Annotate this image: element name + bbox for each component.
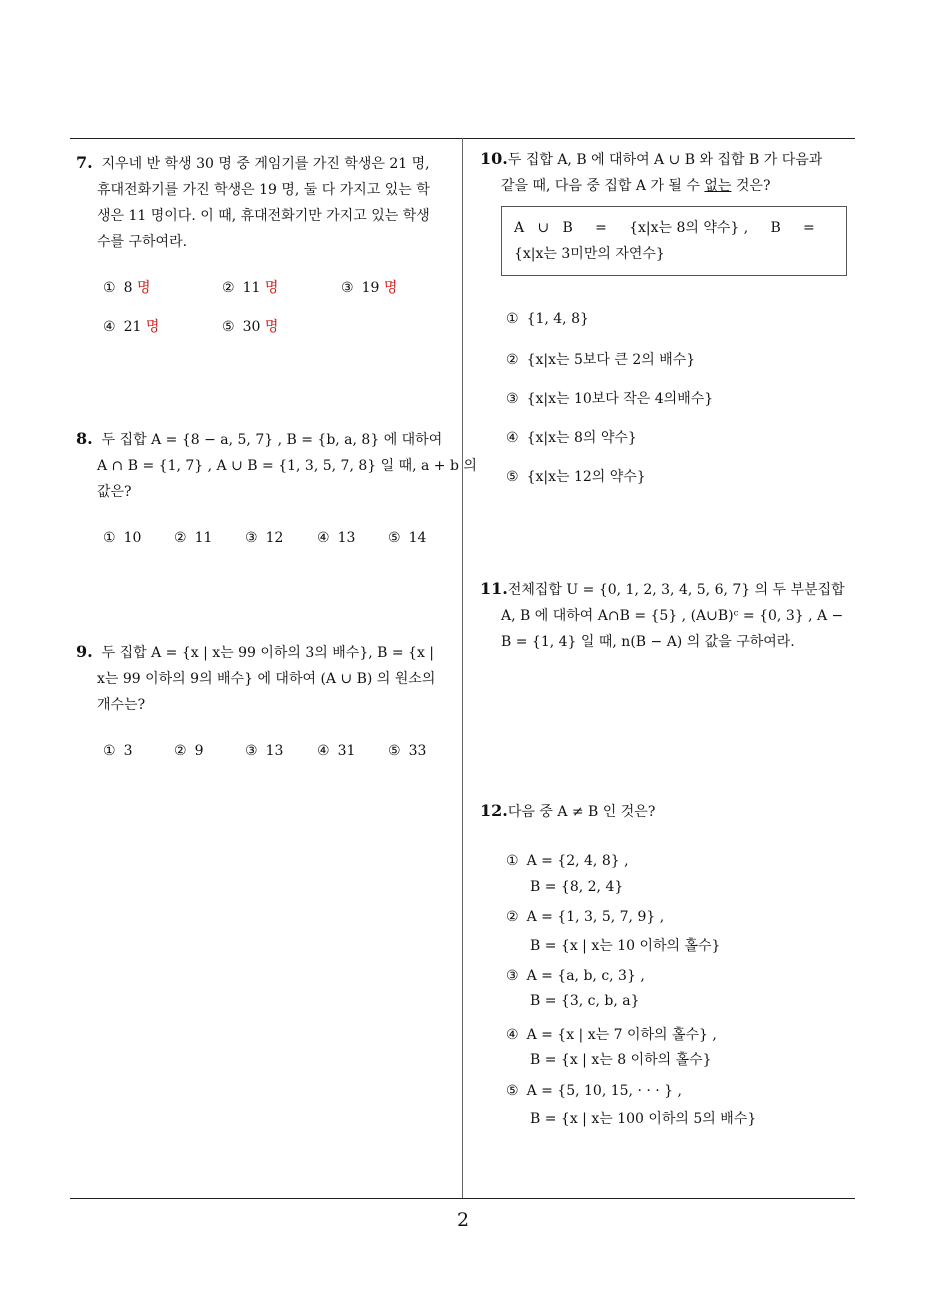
option-3-line2: B = {3, c, b, a} bbox=[530, 993, 640, 1009]
question-text-line: A, B 에 대하여 A∩B = {5} , (A∪B)ᶜ = {0, 3} , A − bbox=[501, 608, 844, 624]
question-7 bbox=[76, 150, 430, 255]
option-2-line2: B = {x | x는 10 이하의 홀수} bbox=[530, 938, 721, 954]
option-2[interactable]: ② A = {1, 3, 5, 7, 9} , bbox=[506, 909, 665, 925]
option-4-line2: B = {x | x는 8 이하의 홀수} bbox=[530, 1052, 712, 1068]
option-2[interactable]: ② {x|x는 5보다 큰 2의 배수} bbox=[506, 352, 696, 368]
question-text: 다음 중 A ≠ B 인 것은? bbox=[507, 804, 656, 820]
column-divider bbox=[462, 138, 463, 1199]
question-text-line: 지우네 반 학생 30 명 중 게임기를 가진 학생은 21 명, bbox=[101, 156, 430, 172]
question-text-line: 생은 11 명이다. 이 때, 휴대전화기만 가지고 있는 학생 bbox=[97, 208, 430, 224]
question-9 bbox=[76, 639, 435, 718]
question-text-line: x는 99 이하의 9의 배수} 에 대하여 (A ∪ B) 의 원소의 bbox=[97, 671, 436, 687]
question-10: 10.두 집합 A, B 에 대하여 A ∪ B 와 집합 B 가 다음과 같을 때, 다음 중 집합 A 가 될 수 없는 것은? bbox=[480, 149, 823, 194]
condition-line: {x|x는 3미만의 자연수} bbox=[514, 246, 665, 262]
question-number: 8. bbox=[76, 429, 93, 448]
condition-box bbox=[501, 206, 847, 276]
question-text-line: B = {1, 4} 일 때, n(B − A) 의 값을 구하여라. bbox=[501, 634, 795, 650]
question-text-line: A ∩ B = {1, 7} , A ∪ B = {1, 3, 5, 7, 8} 일 때, a + b 의 bbox=[97, 458, 477, 474]
option-2[interactable]: ② 11 bbox=[174, 530, 213, 546]
option-4[interactable]: ④ 21 명 bbox=[103, 319, 160, 335]
question-text-line: 두 집합 A = {8 − a, 5, 7} , B = {b, a, 8} 에 대하여 bbox=[101, 432, 443, 448]
option-3[interactable]: ③ 19 명 bbox=[341, 280, 398, 296]
bottom-rule bbox=[70, 1198, 855, 1199]
question-text-line: 두 집합 A = {x | x는 99 이하의 3의 배수}, B = {x | bbox=[101, 645, 435, 661]
option-4[interactable]: ④ 13 bbox=[317, 530, 356, 546]
condition-line: A ∪ B = {x|x는 8의 약수} , B = bbox=[514, 220, 815, 236]
option-4[interactable]: ④ 31 bbox=[317, 743, 356, 759]
option-3[interactable]: ③ 12 bbox=[245, 530, 284, 546]
option-1[interactable]: ① 10 bbox=[103, 530, 142, 546]
option-5[interactable]: ⑤ 14 bbox=[388, 530, 427, 546]
option-5[interactable]: ⑤ A = {5, 10, 15, · · · } , bbox=[506, 1083, 682, 1099]
question-text-line: 수를 구하여라. bbox=[97, 234, 188, 250]
option-2[interactable]: ② 11 명 bbox=[222, 280, 279, 296]
option-3[interactable]: ③ {x|x는 10보다 작은 4의배수} bbox=[506, 391, 714, 407]
question-number: 12. bbox=[480, 801, 508, 820]
question-8 bbox=[76, 426, 477, 505]
question-11 bbox=[480, 576, 845, 655]
option-5[interactable]: ⑤ {x|x는 12의 약수} bbox=[506, 469, 646, 485]
option-5[interactable]: ⑤ 33 bbox=[388, 743, 427, 759]
question-number: 9. bbox=[76, 642, 93, 661]
option-4[interactable]: ④ {x|x는 8의 약수} bbox=[506, 430, 637, 446]
question-12 bbox=[480, 798, 655, 825]
option-1-line2: B = {8, 2, 4} bbox=[530, 879, 624, 895]
option-1[interactable]: ① 8 명 bbox=[103, 280, 151, 296]
underlined-word: 없는 bbox=[704, 178, 732, 194]
question-text-line: 휴대전화기를 가진 학생은 19 명, 둘 다 가지고 있는 학 bbox=[97, 182, 430, 198]
question-number: 7. bbox=[76, 153, 93, 172]
option-5-line2: B = {x | x는 100 이하의 5의 배수} bbox=[530, 1111, 757, 1127]
option-3[interactable]: ③ 13 bbox=[245, 743, 284, 759]
option-5[interactable]: ⑤ 30 명 bbox=[222, 319, 279, 335]
option-2[interactable]: ② 9 bbox=[174, 743, 204, 759]
question-number: 10. bbox=[480, 149, 508, 168]
question-number: 11. bbox=[480, 579, 508, 598]
question-text-line: 값은? bbox=[97, 484, 132, 500]
option-1[interactable]: ① {1, 4, 8} bbox=[506, 311, 589, 327]
question-text-line: 전체집합 U = {0, 1, 2, 3, 4, 5, 6, 7} 의 두 부분집합 bbox=[507, 582, 845, 598]
option-4[interactable]: ④ A = {x | x는 7 이하의 홀수} , bbox=[506, 1027, 717, 1043]
question-text-line: 개수는? bbox=[97, 697, 146, 713]
option-3[interactable]: ③ A = {a, b, c, 3} , bbox=[506, 968, 645, 984]
page-number: 2 bbox=[456, 1209, 470, 1231]
option-1[interactable]: ① 3 bbox=[103, 743, 133, 759]
option-1[interactable]: ① A = {2, 4, 8} , bbox=[506, 853, 629, 869]
question-text-line: 두 집합 A, B 에 대하여 A ∪ B 와 집합 B 가 다음과 bbox=[507, 152, 823, 168]
